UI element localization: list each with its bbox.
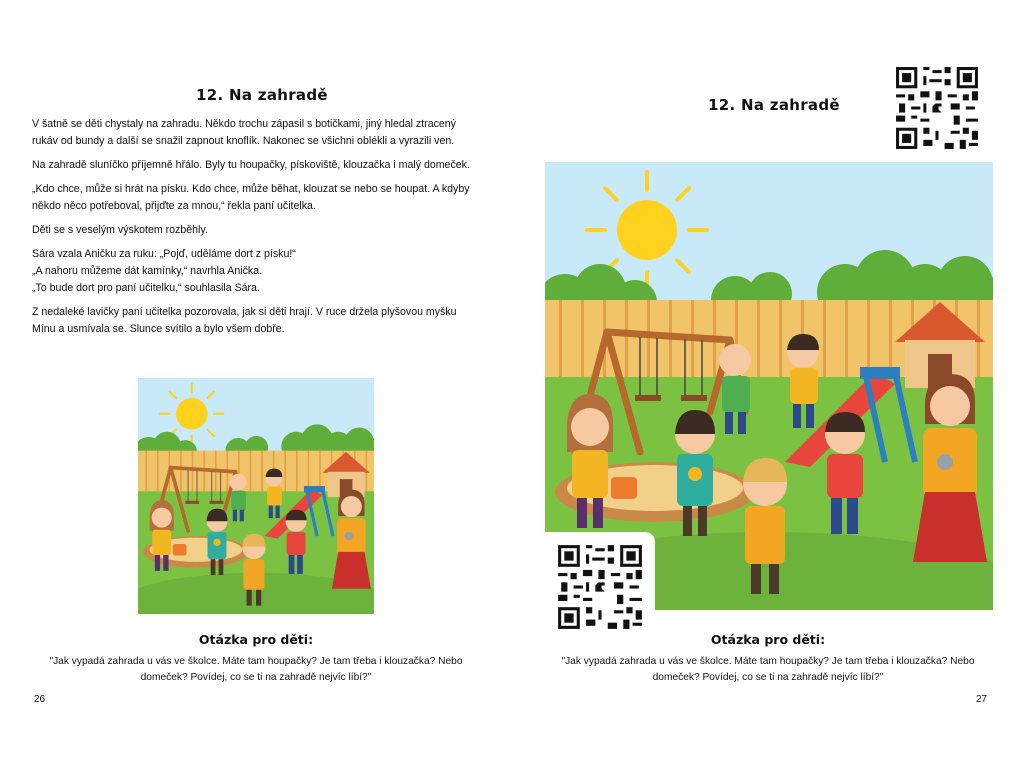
- story-paragraph-4: Děti se s veselým výskotem rozběhly.: [32, 224, 208, 236]
- story-text: [32, 116, 482, 345]
- page-number: 27: [976, 694, 988, 705]
- qr-code-icon: [555, 542, 645, 632]
- qr-code-icon[interactable]: [893, 64, 981, 152]
- dialog-line-1: Sára vzala Aničku za ruku: „Pojď, uděláme dort z písku!“: [32, 248, 296, 260]
- story-closing: Z nedaleké lavičky paní učitelka pozorovala, jak si děti hrají. V ruce držela plyšovou myšku Mínu a usmívala se. Slunce svítilo a bylo všem dobře.: [32, 306, 457, 335]
- dialog-line-2: „A nahoru můžeme dát kamínky,“ navrhla Anička.: [32, 265, 263, 277]
- chapter-title: 12. Na zahradě: [708, 96, 840, 114]
- qr-code-icon: [893, 64, 981, 152]
- page-number: 26: [34, 694, 46, 705]
- right-page: [512, 0, 1024, 768]
- question-title: Otázka pro děti:: [710, 632, 826, 647]
- qr-code-icon[interactable]: [545, 532, 655, 642]
- garden-playground-icon: [138, 378, 374, 614]
- dialog-line-3: „To bude dort pro paní učitelku,“ souhlasila Sára.: [32, 282, 260, 294]
- chapter-title: 12. Na zahradě: [196, 86, 328, 104]
- story-paragraph-3: „Kdo chce, může si hrát na písku. Kdo chce, může běhat, klouzat se nebo se houpat. A kdyby někdo něco potřeboval, přijďte za mnou,“ řekla paní učitelka.: [32, 183, 470, 212]
- question-text: "Jak vypadá zahrada u vás ve školce. Máte tam houpačky? Je tam třeba i klouzačka? Nebo domeček? Povídej, co se ti na zahradě nejvíc líbí?": [49, 656, 463, 683]
- story-paragraph-1: V šatně se děti chystaly na zahradu. Někdo trochu zápasil s botičkami, jiný hledal ztracený rukáv od bundy a další se snažil zapnout knoflík. Nakonec se všichni oblékli a vyrazili ven.: [32, 118, 456, 147]
- question-title: Otázka pro děti:: [198, 632, 314, 647]
- question-text: "Jak vypadá zahrada u vás ve školce. Máte tam houpačky? Je tam třeba i klouzačka? Nebo domeček? Povídej, co se ti na zahradě nejvíc líbí?": [561, 656, 975, 683]
- garden-illustration-small: [138, 378, 374, 614]
- story-dialog: [32, 246, 482, 297]
- story-paragraph-2: Na zahradě sluníčko příjemně hřálo. Byly tu houpačky, pískoviště, klouzačka i malý domeček.: [32, 159, 470, 171]
